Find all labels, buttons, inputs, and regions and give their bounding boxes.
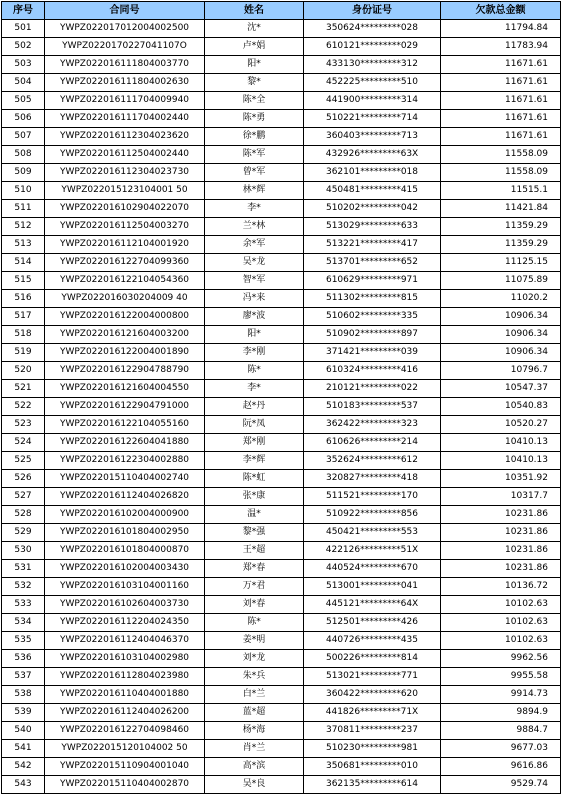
cell-serial: 518	[2, 326, 45, 344]
cell-total-debt: 10351.92	[441, 470, 561, 488]
cell-total-debt: 10231.86	[441, 524, 561, 542]
cell-id-number: 371421*********039	[304, 344, 441, 362]
cell-id-number: 440726*********435	[304, 632, 441, 650]
cell-serial: 522	[2, 398, 45, 416]
header-name: 姓名	[205, 2, 304, 20]
cell-total-debt: 11783.94	[441, 38, 561, 56]
table-row	[2, 38, 561, 56]
cell-contract-number: YWPZ022016122904788790	[45, 362, 205, 380]
cell-serial: 503	[2, 56, 45, 74]
header-row	[2, 2, 561, 20]
cell-total-debt: 9884.7	[441, 722, 561, 740]
table-row	[2, 686, 561, 704]
table-row	[2, 452, 561, 470]
cell-id-number: 513701*********652	[304, 254, 441, 272]
cell-serial: 514	[2, 254, 45, 272]
cell-serial: 526	[2, 470, 45, 488]
cell-serial: 539	[2, 704, 45, 722]
cell-total-debt: 11671.61	[441, 74, 561, 92]
cell-id-number: 510602*********335	[304, 308, 441, 326]
cell-serial: 506	[2, 110, 45, 128]
cell-id-number: 510922*********856	[304, 506, 441, 524]
cell-id-number: 513001*********041	[304, 578, 441, 596]
cell-contract-number: YWPZ022016110404001880	[45, 686, 205, 704]
cell-name: 吴*龙	[205, 254, 304, 272]
cell-id-number: 450421*********553	[304, 524, 441, 542]
cell-contract-number: YWPZ022016112804023980	[45, 668, 205, 686]
cell-total-debt: 9894.9	[441, 704, 561, 722]
cell-serial: 536	[2, 650, 45, 668]
cell-name: 阳*	[205, 326, 304, 344]
cell-id-number: 500226*********814	[304, 650, 441, 668]
cell-contract-number: YWPZ022015110404002870	[45, 776, 205, 794]
table-row	[2, 380, 561, 398]
cell-name: 张*康	[205, 488, 304, 506]
cell-serial: 525	[2, 452, 45, 470]
cell-id-number: 362135*********614	[304, 776, 441, 794]
cell-id-number: 362422*********323	[304, 416, 441, 434]
cell-total-debt: 11558.09	[441, 146, 561, 164]
cell-total-debt: 10906.34	[441, 344, 561, 362]
cell-serial: 534	[2, 614, 45, 632]
cell-name: 阮*凤	[205, 416, 304, 434]
table-row	[2, 722, 561, 740]
cell-id-number: 445121*********64X	[304, 596, 441, 614]
cell-serial: 502	[2, 38, 45, 56]
cell-name: 李*刚	[205, 344, 304, 362]
table-row	[2, 308, 561, 326]
cell-contract-number: YWPZ022016103104002980	[45, 650, 205, 668]
cell-serial: 516	[2, 290, 45, 308]
cell-contract-number: YWPZ022015110404002740	[45, 470, 205, 488]
cell-total-debt: 10520.27	[441, 416, 561, 434]
cell-contract-number: YWPZ022016111804003770	[45, 56, 205, 74]
table-row	[2, 20, 561, 38]
cell-serial: 523	[2, 416, 45, 434]
table-row	[2, 578, 561, 596]
table-row	[2, 470, 561, 488]
cell-id-number: 511521*********170	[304, 488, 441, 506]
cell-serial: 520	[2, 362, 45, 380]
cell-name: 王*超	[205, 542, 304, 560]
cell-total-debt: 10410.13	[441, 434, 561, 452]
cell-contract-number: YWPZ022016112204024350	[45, 614, 205, 632]
cell-name: 刘*春	[205, 596, 304, 614]
cell-contract-number: YWPZ022016101804002950	[45, 524, 205, 542]
table-row	[2, 146, 561, 164]
table-row	[2, 56, 561, 74]
cell-serial: 507	[2, 128, 45, 146]
cell-total-debt: 10102.63	[441, 596, 561, 614]
cell-contract-number: YWPZ022016122704098460	[45, 722, 205, 740]
cell-contract-number: YWPZ022015110904001040	[45, 758, 205, 776]
header-contract-number: 合同号	[45, 2, 205, 20]
table-row	[2, 416, 561, 434]
table-row	[2, 218, 561, 236]
cell-serial: 535	[2, 632, 45, 650]
cell-id-number: 511302*********815	[304, 290, 441, 308]
cell-id-number: 440524*********670	[304, 560, 441, 578]
cell-contract-number: YWPZ022016121604004550	[45, 380, 205, 398]
cell-serial: 501	[2, 20, 45, 38]
cell-total-debt: 9616.86	[441, 758, 561, 776]
cell-contract-number: YWPZ022016122304002880	[45, 452, 205, 470]
cell-total-debt: 10906.34	[441, 308, 561, 326]
table-row	[2, 488, 561, 506]
cell-total-debt: 10796.7	[441, 362, 561, 380]
cell-name: 陈*勇	[205, 110, 304, 128]
cell-contract-number: YWPZ022016122604041880	[45, 434, 205, 452]
cell-total-debt: 11125.15	[441, 254, 561, 272]
cell-name: 肖*兰	[205, 740, 304, 758]
cell-total-debt: 10906.34	[441, 326, 561, 344]
cell-total-debt: 10102.63	[441, 614, 561, 632]
cell-name: 万*君	[205, 578, 304, 596]
cell-serial: 521	[2, 380, 45, 398]
cell-serial: 532	[2, 578, 45, 596]
table-row	[2, 182, 561, 200]
cell-total-debt: 9677.03	[441, 740, 561, 758]
table-row	[2, 704, 561, 722]
cell-id-number: 441826*********71X	[304, 704, 441, 722]
cell-total-debt: 10231.86	[441, 560, 561, 578]
cell-id-number: 513029*********633	[304, 218, 441, 236]
cell-total-debt: 11075.89	[441, 272, 561, 290]
cell-id-number: 362101*********018	[304, 164, 441, 182]
cell-id-number: 513221*********417	[304, 236, 441, 254]
cell-name: 卢*娟	[205, 38, 304, 56]
cell-contract-number: YWPZ022016122104055160	[45, 416, 205, 434]
cell-serial: 540	[2, 722, 45, 740]
table-row	[2, 632, 561, 650]
cell-name: 陈*	[205, 614, 304, 632]
header-serial: 序号	[2, 2, 45, 20]
table-row	[2, 614, 561, 632]
cell-name: 郑*刚	[205, 434, 304, 452]
cell-name: 阳*	[205, 56, 304, 74]
cell-id-number: 510221*********714	[304, 110, 441, 128]
cell-total-debt: 11671.61	[441, 128, 561, 146]
table-row	[2, 128, 561, 146]
cell-serial: 510	[2, 182, 45, 200]
cell-id-number: 610121*********029	[304, 38, 441, 56]
cell-serial: 538	[2, 686, 45, 704]
cell-total-debt: 9955.58	[441, 668, 561, 686]
cell-serial: 511	[2, 200, 45, 218]
cell-id-number: 450481*********415	[304, 182, 441, 200]
cell-serial: 529	[2, 524, 45, 542]
header-total-debt: 欠款总金额	[441, 2, 561, 20]
cell-serial: 505	[2, 92, 45, 110]
table-row	[2, 740, 561, 758]
cell-name: 黎*强	[205, 524, 304, 542]
cell-id-number: 510183*********537	[304, 398, 441, 416]
cell-id-number: 360422*********620	[304, 686, 441, 704]
cell-name: 兰*林	[205, 218, 304, 236]
cell-total-debt: 11515.1	[441, 182, 561, 200]
cell-id-number: 610626*********214	[304, 434, 441, 452]
table-row	[2, 236, 561, 254]
cell-name: 余*军	[205, 236, 304, 254]
cell-name: 李*辉	[205, 452, 304, 470]
cell-contract-number: YWPZ022016111704002440	[45, 110, 205, 128]
cell-total-debt: 9962.56	[441, 650, 561, 668]
cell-total-debt: 9529.74	[441, 776, 561, 794]
table-row	[2, 776, 561, 794]
cell-contract-number: YWPZ022016112404026200	[45, 704, 205, 722]
cell-name: 赵*丹	[205, 398, 304, 416]
cell-serial: 512	[2, 218, 45, 236]
table-row	[2, 362, 561, 380]
cell-contract-number: YWPZ022016103104001160	[45, 578, 205, 596]
cell-name: 杨*海	[205, 722, 304, 740]
cell-total-debt: 11421.84	[441, 200, 561, 218]
cell-contract-number: YWPZ022016122004001890	[45, 344, 205, 362]
table-row	[2, 344, 561, 362]
cell-id-number: 441900*********314	[304, 92, 441, 110]
cell-id-number: 422126*********51X	[304, 542, 441, 560]
cell-id-number: 510230*********981	[304, 740, 441, 758]
cell-contract-number: YWPZ022016122104054360	[45, 272, 205, 290]
table-row	[2, 596, 561, 614]
table-row	[2, 650, 561, 668]
cell-contract-number: YWPZ022016121604003200	[45, 326, 205, 344]
cell-contract-number: YWPZ022016112104001920	[45, 236, 205, 254]
cell-id-number: 512501*********426	[304, 614, 441, 632]
cell-id-number: 320827*********418	[304, 470, 441, 488]
cell-id-number: 510902*********897	[304, 326, 441, 344]
debt-table	[1, 1, 561, 794]
table-row	[2, 254, 561, 272]
cell-name: 曾*军	[205, 164, 304, 182]
cell-total-debt: 11671.61	[441, 92, 561, 110]
cell-id-number: 432926*********63X	[304, 146, 441, 164]
cell-name: 蓝*超	[205, 704, 304, 722]
cell-contract-number: YWPZ022016122904791000	[45, 398, 205, 416]
cell-id-number: 610324*********416	[304, 362, 441, 380]
cell-total-debt: 10102.63	[441, 632, 561, 650]
table-row	[2, 92, 561, 110]
cell-id-number: 360403*********713	[304, 128, 441, 146]
cell-name: 李*	[205, 200, 304, 218]
cell-serial: 515	[2, 272, 45, 290]
cell-total-debt: 9914.73	[441, 686, 561, 704]
cell-id-number: 352624*********612	[304, 452, 441, 470]
cell-name: 高*滨	[205, 758, 304, 776]
cell-serial: 542	[2, 758, 45, 776]
cell-total-debt: 10231.86	[441, 542, 561, 560]
cell-name: 智*军	[205, 272, 304, 290]
cell-name: 徐*鹏	[205, 128, 304, 146]
cell-contract-number: YWPZ022017012004002500	[45, 20, 205, 38]
cell-total-debt: 10547.37	[441, 380, 561, 398]
cell-contract-number: YWPZ022016030204009 40	[45, 290, 205, 308]
cell-total-debt: 11794.84	[441, 20, 561, 38]
cell-serial: 541	[2, 740, 45, 758]
cell-total-debt: 11671.61	[441, 110, 561, 128]
cell-contract-number: YWPZ022016102004003430	[45, 560, 205, 578]
cell-name: 陈*全	[205, 92, 304, 110]
cell-contract-number: YWPZ022016112504003270	[45, 218, 205, 236]
table-row	[2, 110, 561, 128]
cell-name: 冯*来	[205, 290, 304, 308]
cell-contract-number: YWPZ022016112504002440	[45, 146, 205, 164]
cell-total-debt: 11671.61	[441, 56, 561, 74]
cell-name: 刘*龙	[205, 650, 304, 668]
cell-total-debt: 10231.86	[441, 506, 561, 524]
table-row	[2, 290, 561, 308]
table-body	[2, 20, 561, 794]
cell-id-number: 452225*********510	[304, 74, 441, 92]
table-row	[2, 398, 561, 416]
cell-total-debt: 11359.29	[441, 236, 561, 254]
cell-contract-number: YWPZ022016101804000870	[45, 542, 205, 560]
table-row	[2, 668, 561, 686]
cell-name: 黎*	[205, 74, 304, 92]
table-row	[2, 758, 561, 776]
cell-contract-number: YWPZ022016122004000800	[45, 308, 205, 326]
cell-id-number: 370811*********237	[304, 722, 441, 740]
cell-name: 白*兰	[205, 686, 304, 704]
cell-total-debt: 10410.13	[441, 452, 561, 470]
cell-contract-number: YWPZ022016112404026820	[45, 488, 205, 506]
cell-serial: 524	[2, 434, 45, 452]
cell-contract-number: YWPZ022016112404046370	[45, 632, 205, 650]
cell-serial: 509	[2, 164, 45, 182]
table-row	[2, 272, 561, 290]
cell-total-debt: 11558.09	[441, 164, 561, 182]
cell-name: 姜*明	[205, 632, 304, 650]
cell-id-number: 433130*********312	[304, 56, 441, 74]
cell-serial: 527	[2, 488, 45, 506]
cell-contract-number: YWPZ022016102004000900	[45, 506, 205, 524]
cell-total-debt: 10540.83	[441, 398, 561, 416]
cell-name: 陈*	[205, 362, 304, 380]
cell-contract-number: YWPZ022016111804002630	[45, 74, 205, 92]
cell-id-number: 513021*********771	[304, 668, 441, 686]
cell-serial: 528	[2, 506, 45, 524]
cell-id-number: 610629*********971	[304, 272, 441, 290]
table-row	[2, 164, 561, 182]
cell-contract-number: YWPZ022015120104002 50	[45, 740, 205, 758]
table-row	[2, 506, 561, 524]
cell-total-debt: 10317.7	[441, 488, 561, 506]
cell-name: 廖*波	[205, 308, 304, 326]
cell-serial: 537	[2, 668, 45, 686]
cell-contract-number: YWPZ022016122704099360	[45, 254, 205, 272]
cell-serial: 519	[2, 344, 45, 362]
cell-contract-number: YWPZ022016112304023620	[45, 128, 205, 146]
cell-name: 陈*虹	[205, 470, 304, 488]
cell-name: 温*	[205, 506, 304, 524]
cell-serial: 533	[2, 596, 45, 614]
cell-name: 沈*	[205, 20, 304, 38]
cell-name: 朱*兵	[205, 668, 304, 686]
cell-total-debt: 10136.72	[441, 578, 561, 596]
cell-serial: 530	[2, 542, 45, 560]
cell-contract-number: YWPZ022016102604003730	[45, 596, 205, 614]
cell-id-number: 350624*********028	[304, 20, 441, 38]
cell-contract-number: YWPZ022016112304023730	[45, 164, 205, 182]
cell-serial: 513	[2, 236, 45, 254]
table-row	[2, 434, 561, 452]
cell-serial: 508	[2, 146, 45, 164]
cell-serial: 531	[2, 560, 45, 578]
cell-contract-number: YWPZ022015123104001 50	[45, 182, 205, 200]
cell-contract-number: YWPZ0220170227041107O	[45, 38, 205, 56]
table-row	[2, 524, 561, 542]
cell-name: 李*	[205, 380, 304, 398]
table-row	[2, 560, 561, 578]
table-row	[2, 542, 561, 560]
table-row	[2, 200, 561, 218]
cell-id-number: 510202*********042	[304, 200, 441, 218]
table-row	[2, 74, 561, 92]
cell-id-number: 350681*********010	[304, 758, 441, 776]
cell-contract-number: YWPZ022016102904022070	[45, 200, 205, 218]
cell-name: 吴*良	[205, 776, 304, 794]
cell-serial: 543	[2, 776, 45, 794]
cell-name: 林*辉	[205, 182, 304, 200]
table-row	[2, 326, 561, 344]
cell-name: 郑*春	[205, 560, 304, 578]
cell-total-debt: 11359.29	[441, 218, 561, 236]
cell-name: 陈*军	[205, 146, 304, 164]
header-id-number: 身份证号	[304, 2, 441, 20]
cell-id-number: 210121*********022	[304, 380, 441, 398]
cell-serial: 517	[2, 308, 45, 326]
cell-total-debt: 11020.2	[441, 290, 561, 308]
cell-serial: 504	[2, 74, 45, 92]
cell-contract-number: YWPZ022016111704009940	[45, 92, 205, 110]
